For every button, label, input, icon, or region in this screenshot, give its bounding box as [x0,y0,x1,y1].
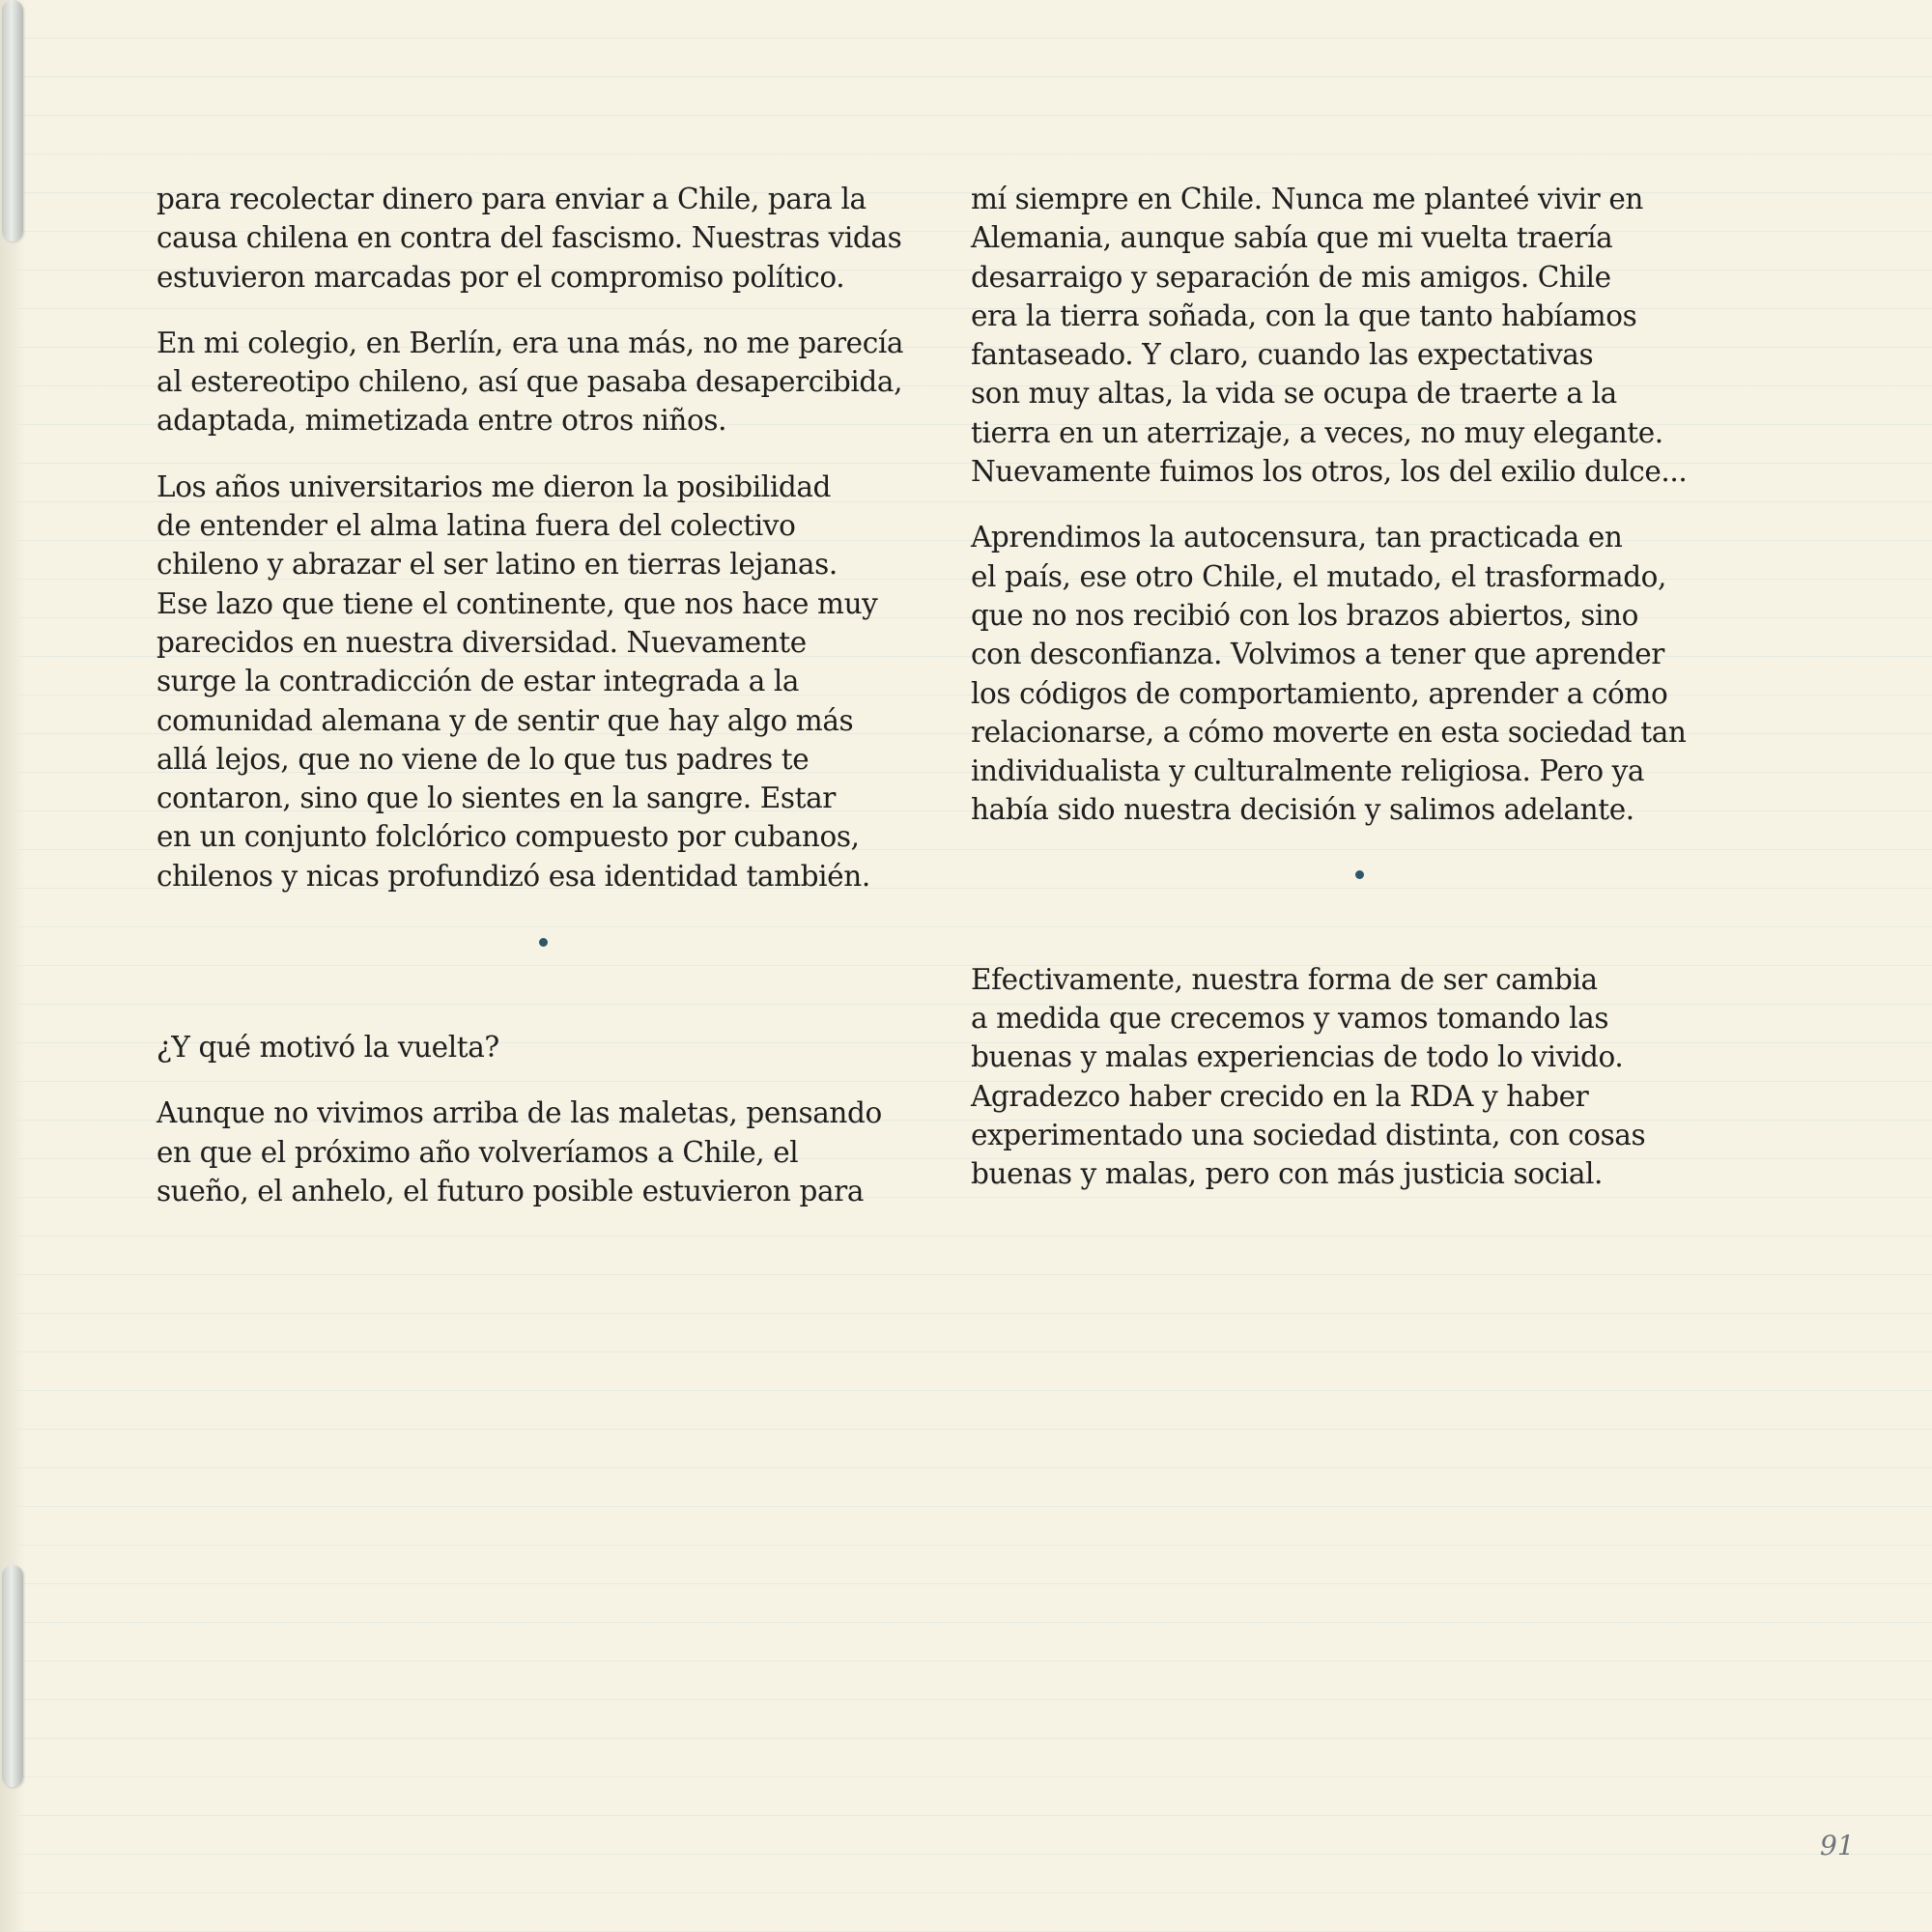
binding-stitch [2,1565,23,1787]
left-text-column [156,180,910,1237]
body-paragraph: Efectivamente, nuestra forma de ser cambia a medida que crecemos y vamos tomando las buenas y malas experiencias de todo lo vivido. Agradezco haber crecido en la RDA y haber experimentado una sociedad distinta, con cosas buenas y malas, pero con más justicia social. [971,962,1646,1191]
body-paragraph: En mi colegio, en Berlín, era una más, no me parecía al estereotipo chileno, así que pasaba desapercibida, adaptada, mimetizada entre otros niños. [156,326,904,438]
body-paragraph: Los años universitarios me dieron la posibilidad de entender el alma latina fuera del colectivo chileno y abrazar el ser latino en tierras lejanas. Ese lazo que tiene el continente, que nos hace muy parecidos en nuestra diversidad. Nuevamente surge la contradicción de estar integrada a la comunidad alemana y de sentir que hay algo más allá lejos, que no viene de lo que tus padres te contaron, sino que lo sientes en la sangre. Estar en un conjunto folclórico compuesto por cubanos, chilenos y nicas profundizó esa identidad también. [156,469,878,893]
page-number: 91 [1820,1830,1855,1861]
body-paragraph: para recolectar dinero para enviar a Chile, para la causa chilena en contra del fascismo. Nuestras vidas estuvieron marcadas por el compromiso político. [156,183,902,294]
section-divider-dot [1355,870,1364,879]
binding-stitch [2,0,23,242]
body-paragraph: Aprendimos la autocensura, tan practicada en el país, ese otro Chile, el mutado, el trasformado, que no nos recibió con los brazos abiertos, sino con desconfianza. Volvimos a tener que aprender los códigos de comportamiento, aprender a cómo relacionarse, a cómo moverte en esta sociedad tan individualista y culturalmente religiosa. Pero ya había sido nuestra decisión y salimos adelante. [971,521,1687,827]
body-paragraph: Aunque no vivimos arriba de las maletas, pensando en que el próximo año volveríamos a Chile, el sueño, el anhelo, el futuro posible estuvieron para [156,1096,882,1208]
page-binding [0,0,25,1932]
interview-question: ¿Y qué motivó la vuelta? [156,1031,499,1065]
section-divider-dot [539,938,548,947]
body-paragraph: mí siempre en Chile. Nunca me planteé vivir en Alemania, aunque sabía que mi vuelta traería desarraigo y separación de mis amigos. Chile era la tierra soñada, con la que tanto habíamos fantaseado. Y claro, cuando las expectativas son muy altas, la vida se ocupa de traerte a la tierra en un aterrizaje, a veces, no muy elegante. Nuevamente fuimos los otros, los del exilio dulce... [971,183,1688,489]
right-text-column [971,180,1724,1221]
